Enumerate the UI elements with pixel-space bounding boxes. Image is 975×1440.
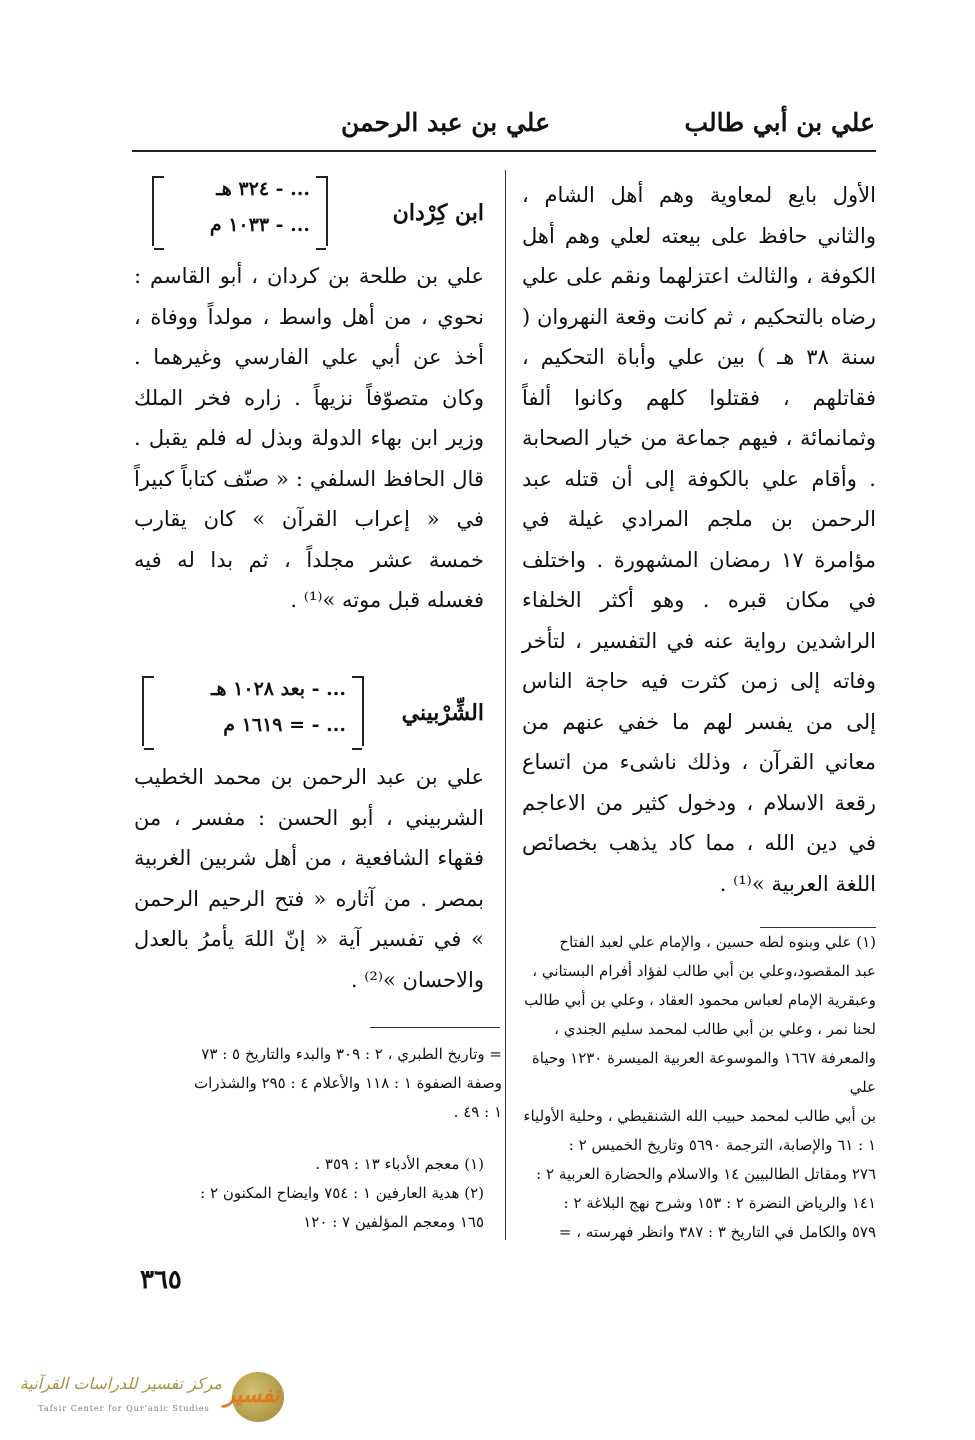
footnote-line: ١ : ٤٩ .: [453, 1103, 502, 1121]
footnote-line: (١) معجم الأدباء ١٣ : ٣٥٩ .: [315, 1155, 484, 1173]
tafsir-center-logo: [18, 1368, 286, 1430]
date-gregorian: ... - = ١٦١٩ م: [223, 714, 346, 736]
entry2-text: [134, 757, 484, 1000]
paragraph: علي بن عبد الرحمن بن محمد الخطيب الشربيني ، أبو الحسن : مفسر ، من فقهاء الشافعية ، من أهل شربين الغربية بمصر . من آثاره « فتح الرحيم الرحمن » في تفسير آية « إنّ اللهَ يأمرُ بالعدل والاحسان »⁽²⁾ .: [134, 765, 484, 992]
footnote-line: ١٤١ والرياض النضرة ٢ : ١٥٣ وشرح نهج البلاغة ٢ :: [563, 1194, 876, 1212]
footnotes-right: [520, 928, 876, 1247]
running-header-left: علي بن عبد الرحمن: [340, 108, 550, 137]
footnote-line: وصفة الصفوة ١ : ١١٨ والأعلام ٤ : ٢٩٥ والشذرات: [194, 1074, 502, 1092]
right-column-text: [522, 175, 876, 904]
header-rule: [132, 150, 876, 152]
date-bracket: [142, 676, 364, 746]
paragraph: الأول بايع لمعاوية وهم أهل الشام ، والثاني حافظ على بيعته لعلي وهم أهل الكوفة ، والثالث اعتزلهما ونقم على علي رضاه بالتحكيم ، ثم كانت وقعة النهروان ( سنة ٣٨ هـ ) بين علي وأباة التحكيم ، فقاتلهم ، فقتلوا كلهم وكانوا ألفاً وثمانمائة ، فيهم جماعة من خيار الصحابة . وأقام علي بالكوفة إلى أن قتله عبد الرحمن بن ملجم المرادي غيلة في مؤامرة ١٧ رمضان المشهورة . واختلف في مكان قبره . وهو أكثر الخلفاء الراشدين رواية عنه في التفسير ، لتأخر وفاته إلى زمن كثرت فيه حاجة الناس إلى من يفسر لهم ما خفي عنهم من معاني القرآن ، وذلك ناشىء من اتساع رقعة الاسلام ، ودخول كثير من الاعاجم في دين الله ، مما كاد يذهب بخصائص اللغة العربية »⁽¹⁾ .: [522, 183, 877, 896]
footnote-line: ٥٧٩ والكامل في التاريخ ٣ : ٣٨٧ وانظر فهرسته ، =: [558, 1223, 876, 1241]
date-hijri: ... - بعد ١٠٢٨ هـ: [210, 678, 346, 700]
footnote-rule-left: [370, 1027, 500, 1028]
running-header-right: علي بن أبي طالب: [684, 108, 875, 137]
column-divider: [505, 170, 506, 1240]
footnote-line: ١ : ٦١ والإصابة، الترجمة ٥٦٩٠ وتاريخ الخميس ٢ :: [568, 1136, 876, 1154]
logo-word: تفسير: [224, 1382, 280, 1408]
footnote-line: لحنا نمر ، وعلي بن أبي طالب لمحمد سليم الجندي ،: [554, 1020, 876, 1038]
page-number: ٣٦٥: [140, 1265, 182, 1295]
footnote-line: وعبقرية الإمام لعباس محمود العقاد ، وعلي بن أبي طالب: [524, 991, 876, 1009]
entry-name: ابن كِرْدان: [392, 200, 484, 226]
entry1-text: [134, 256, 484, 621]
footnote-line: = وتاريخ الطبري ، ٢ : ٣٠٩ والبدء والتاريخ ٥ : ٧٣: [201, 1045, 502, 1063]
entry-name: الشِّرْبيني: [401, 700, 484, 726]
footnote-line: بن أبي طالب لمحمد حبيب الله الشنقيطي ، وحلية الأولياء: [523, 1107, 876, 1125]
entry-heading-shirbini: [134, 672, 484, 752]
logo-arabic-name: مركز تفسير للدراسات القرآنية: [19, 1374, 222, 1393]
footnote-line: عبد المقصود،وعلي بن أبي طالب لفؤاد أفرام البستاني ،: [532, 962, 876, 980]
footnotes-left-continuation: [134, 1040, 502, 1127]
footnote-line: ٢٧٦ ومقاتل الطالبيين ١٤ والاسلام والحضارة العربية ٢ :: [536, 1165, 876, 1183]
footnote-line: (٢) هدية العارفين ١ : ٧٥٤ وايضاح المكنون ٢ :: [200, 1184, 484, 1202]
date-hijri: ... - ٣٢٤ هـ: [216, 178, 310, 200]
footnotes-left: [134, 1150, 484, 1237]
date-gregorian: ... - ١٠٣٣ م: [209, 214, 310, 236]
paragraph: علي بن طلحة بن كردان ، أبو القاسم : نحوي ، من أهل واسط ، مولداً ووفاة ، أخذ عن أبي علي الفارسي وغيرهما . وكان متصوّفاً نزيهاً . زاره فخر الملك وزير ابن بهاء الدولة وبذل له فلم يقبل . قال الحافظ السلفي : « صنّف كتاباً كبيراً في « إعراب القرآن » كان يقارب خمسة عشر مجلداً ، ثم بدا له فيه فغسله قبل موته »⁽¹⁾ .: [134, 264, 484, 612]
logo-english-name: Tafsir Center for Qur'anic Studies: [38, 1404, 210, 1413]
footnote-line: (١) علي وبنوه لطه حسين ، والإمام علي لعبد الفتاح: [559, 933, 876, 951]
footnote-line: والمعرفة ١٦٦٧ والموسوعة العربية الميسرة ١٢٣٠ وحياة علي: [531, 1049, 876, 1096]
footnote-line: ١٦٥ ومعجم المؤلفين ٧ : ١٢٠: [303, 1213, 484, 1231]
entry-heading-ibn-kurdan: [134, 172, 484, 252]
date-bracket: [152, 176, 328, 246]
